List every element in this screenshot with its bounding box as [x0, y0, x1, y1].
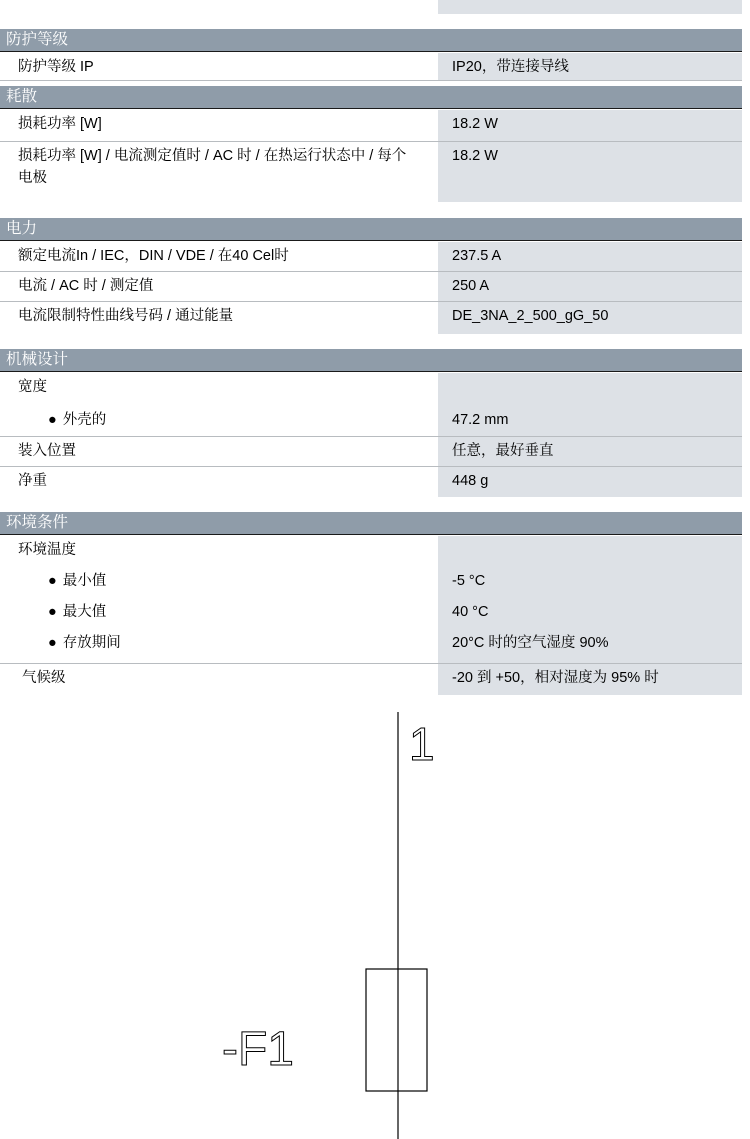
- row-value: -5 °C: [452, 573, 486, 589]
- table-row: [0, 406, 742, 437]
- row-label: 防护等级 IP: [18, 59, 94, 75]
- bullet-icon: ●: [48, 412, 57, 428]
- row-value: IP20，带连接导线: [452, 59, 569, 75]
- table-row: [0, 567, 742, 598]
- table-row: [0, 272, 742, 302]
- table-row: [0, 53, 742, 81]
- row-label: 气候级: [22, 670, 66, 686]
- row-value: 47.2 mm: [452, 412, 509, 428]
- row-value: 40 °C: [452, 604, 489, 620]
- row-label: 额定电流In / IEC，DIN / VDE / 在40 Cel时: [18, 248, 289, 264]
- section-header-environment: 环境条件: [0, 512, 742, 535]
- row-value: 18.2 W: [452, 116, 498, 132]
- row-value: 18.2 W: [452, 148, 498, 164]
- bullet-icon: ●: [48, 573, 57, 589]
- row-value: 237.5 A: [452, 248, 502, 264]
- terminal-label: 1: [409, 718, 435, 770]
- row-label: 净重: [18, 473, 47, 489]
- section-header-electrical: 电力: [0, 218, 742, 241]
- row-label: 环境温度: [18, 542, 76, 558]
- bullet-icon: ●: [48, 604, 57, 620]
- table-row: [0, 142, 742, 202]
- row-value: 448 g: [452, 473, 489, 489]
- row-label: 损耗功率 [W] / 电流测定值时 / AC 时 / 在热运行状态中 / 每个电极: [18, 148, 407, 186]
- row-value: DE_3NA_2_500_gG_50: [452, 308, 609, 324]
- table-row: [0, 629, 742, 664]
- section-header-protection: 防护等级: [0, 29, 742, 52]
- row-label: 装入位置: [18, 443, 76, 459]
- section-header-dissipation: 耗散: [0, 86, 742, 109]
- table-row: [0, 242, 742, 272]
- device-label: -F1: [222, 1023, 294, 1076]
- row-label: ● 外壳的: [48, 409, 458, 431]
- fuse-symbol-drawing: [0, 700, 750, 1139]
- table-row: [0, 467, 742, 497]
- table-row: [0, 664, 742, 695]
- section-header-mechanical: 机械设计: [0, 349, 742, 372]
- table-row: [0, 536, 742, 567]
- bullet-icon: ●: [48, 635, 57, 651]
- row-label: 电流 / AC 时 / 测定值: [18, 278, 154, 294]
- row-label: 宽度: [18, 379, 47, 395]
- row-value: 20°C 时的空气湿度 90%: [452, 635, 609, 651]
- table-row: [0, 110, 742, 142]
- table-row: [0, 373, 742, 406]
- table-row: [0, 437, 742, 467]
- row-value: -20 到 +50，相对湿度为 95% 时: [452, 670, 659, 686]
- table-row: [0, 302, 742, 334]
- previous-row-remnant: [0, 0, 742, 14]
- row-value: 250 A: [452, 278, 490, 294]
- table-row: [0, 598, 742, 629]
- fuse-body: [366, 969, 427, 1091]
- row-label: ● 最大值: [48, 601, 458, 623]
- row-label: ● 存放期间: [48, 632, 458, 654]
- circuit-diagram: [0, 700, 750, 1139]
- row-label: ● 最小值: [48, 570, 458, 592]
- row-label: 电流限制特性曲线号码 / 通过能量: [18, 308, 234, 324]
- row-value: 任意，最好垂直: [452, 443, 554, 459]
- row-label: 损耗功率 [W]: [18, 116, 102, 132]
